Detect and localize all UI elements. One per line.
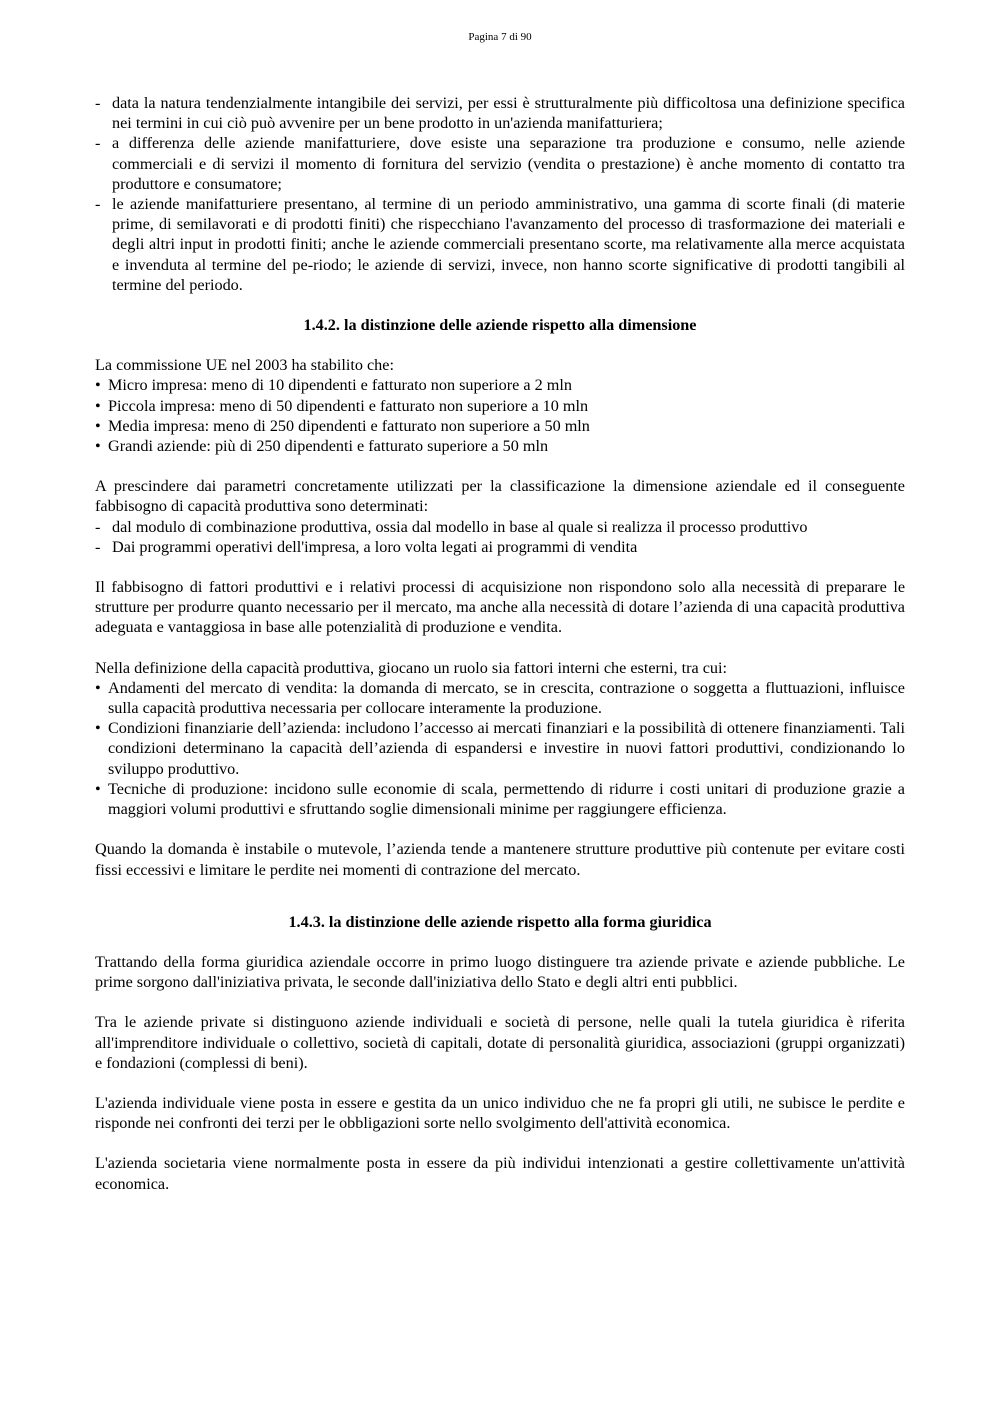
list-item: • Condizioni finanziarie dell’azienda: includono l’accesso ai mercati finanziari e la possibilità di ottenere finanziamenti. Tali condizioni determinano la capacità dell’azienda di espandersi e investire in nuovi fattori produttivi, condizionando lo sviluppo produttivo. xyxy=(95,718,905,779)
paragraph: Trattando della forma giuridica aziendale occorre in primo luogo distinguere tra aziende private e aziende pubbliche. Le prime sorgono dall'iniziativa privata, le seconde dall'iniziativa dello Stato e degli altri enti pubblici. xyxy=(95,952,905,992)
paragraph: Tra le aziende private si distinguono aziende individuali e società di persone, nelle quali la tutela giuridica è riferita all'imprenditore individuale o collettivo, società di capitali, dotate di personalità giuridica, associazioni (gruppi organizzati) e fondazioni (complessi di beni). xyxy=(95,1013,905,1072)
section-heading-1-4-3: 1.4.3. la distinzione delle aziende rispetto alla forma giuridica xyxy=(288,912,712,931)
list-item: • Piccola impresa: meno di 50 dipendenti e fatturato non superiore a 10 mln xyxy=(95,396,905,416)
list-item: - data la natura tendenzialmente intangibile dei servizi, per essi è strutturalmente più difficoltosa una definizione specifica nei termini in cui ciò può avvenire per un bene prodotto in un'azienda manifatturiera; xyxy=(95,93,905,133)
list-item: - dal modulo di combinazione produttiva, ossia dal modello in base al quale si realizza il processo produttivo xyxy=(95,517,905,537)
paragraph: A prescindere dai parametri concretamente utilizzati per la classificazione la dimensione aziendale ed il conseguente fabbisogno di capacità produttiva sono determinati: xyxy=(95,477,905,516)
paragraph: Il fabbisogno di fattori produttivi e i relativi processi di acquisizione non rispondono solo alla necessità di preparare le strutture per produrre quanto necessario per il mercato, ma anche alla necessità di dotare l’azienda di una capacità produttiva adeguata e vantaggiosa in base alle potenzialità di produzione e vendita. xyxy=(95,578,905,637)
document-body xyxy=(95,93,905,1194)
intro-list xyxy=(95,93,905,295)
factors-list xyxy=(95,678,905,819)
page-number: Pagina 7 di 90 xyxy=(468,31,532,43)
determinants-list xyxy=(95,517,905,557)
list-item: - Dai programmi operativi dell'impresa, a loro volta legati ai programmi di vendita xyxy=(95,537,905,557)
paragraph: Nella definizione della capacità produttiva, giocano un ruolo sia fattori interni che esterni, tra cui: xyxy=(95,658,727,677)
paragraph: Quando la domanda è instabile o mutevole, l’azienda tende a mantenere strutture produttive più contenute per evitare costi fissi eccessivi e limitare le perdite nei momenti di contrazione del mercato. xyxy=(95,840,905,879)
list-item: • Media impresa: meno di 250 dipendenti e fatturato non superiore a 50 mln xyxy=(95,416,905,436)
list-item: - le aziende manifatturiere presentano, al termine di un periodo amministrativo, una gamma di scorte finali (di materie prime, di semilavorati e di prodotti finiti) che rispecchiano l'avanzamento del processo di trasformazione dei materiali e degli altri input in prodotti finiti; anche le aziende commerciali presentano scorte, ma relativamente alla merce acquistata e invenduta al termine del pe-riodo; le aziende di servizi, invece, non hanno scorte significative di prodotti tangibili al termine del periodo. xyxy=(95,194,905,295)
list-item: • Micro impresa: meno di 10 dipendenti e fatturato non superiore a 2 mln xyxy=(95,375,905,395)
list-item: • Tecniche di produzione: incidono sulle economie di scala, permettendo di ridurre i costi unitari di produzione grazie a maggiori volumi produttivi e sfruttando soglie dimensionali minime per raggiungere efficienza. xyxy=(95,779,905,819)
paragraph: L'azienda individuale viene posta in essere e gestita da un unico individuo che ne fa propri gli utili, ne subisce le perdite e risponde nei confronti dei terzi per le obbligazioni sorte nello svolgimento dell'attività economica. xyxy=(95,1093,905,1133)
paragraph: L'azienda societaria viene normalmente posta in essere da più individui intenzionati a gestire collettivamente un'attività economica. xyxy=(95,1154,905,1193)
list-item: - a differenza delle aziende manifatturiere, dove esiste una separazione tra produzione e consumo, nelle aziende commerciali e di servizi il momento di fornitura del servizio (vendita o prestazione) è anche momento di contatto tra produttore e consumatore; xyxy=(95,133,905,194)
paragraph: La commissione UE nel 2003 ha stabilito che: xyxy=(95,356,394,375)
list-item: • Grandi aziende: più di 250 dipendenti e fatturato superiore a 50 mln xyxy=(95,436,905,456)
size-list xyxy=(95,375,905,456)
section-heading-1-4-2: 1.4.2. la distinzione delle aziende rispetto alla dimensione xyxy=(303,316,697,335)
list-item: • Andamenti del mercato di vendita: la domanda di mercato, se in crescita, contrazione o soggetta a fluttuazioni, influisce sulla capacità produttiva necessaria per collocare interamente la produzione. xyxy=(95,678,905,718)
